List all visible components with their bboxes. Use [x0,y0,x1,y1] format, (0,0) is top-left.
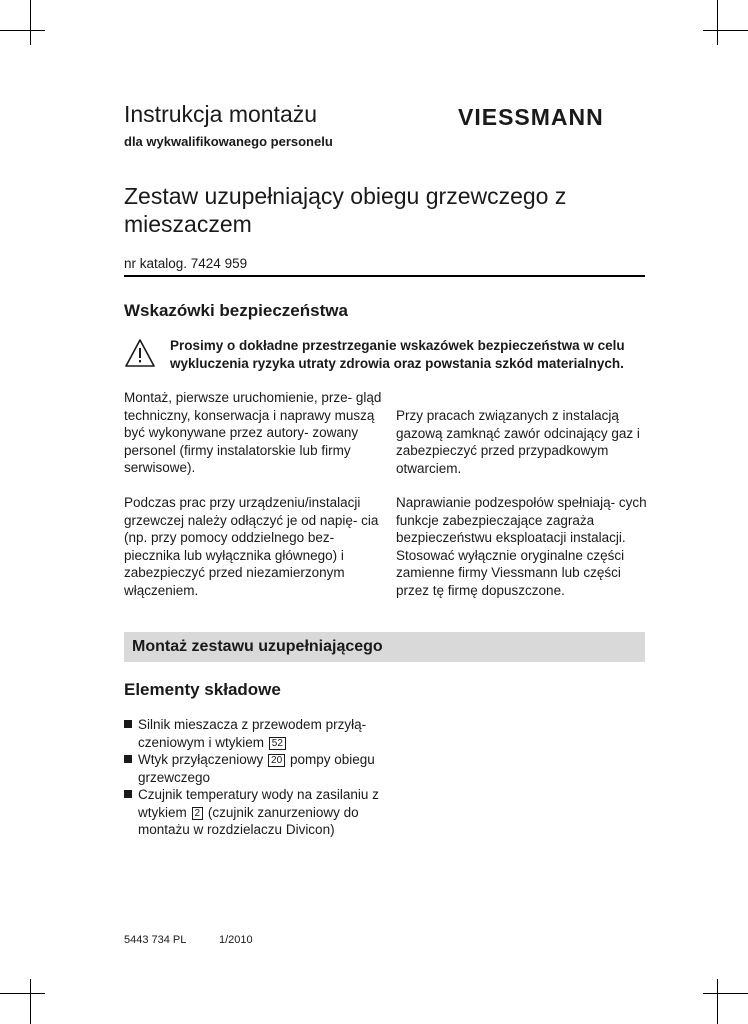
bullet-icon [124,755,132,763]
document-title: Instrukcja montażu [124,101,318,127]
document-subtitle: dla wykwalifikowanego personelu [124,134,333,149]
safety-warning: Prosimy o dokładne przestrzeganie wskazówek bezpieczeństwa w celu wykluczenia ryzyka utraty zdrowia oraz powstania szkód materialnych. [170,338,625,371]
part-number-box: 2 [192,807,204,820]
divider [124,275,645,277]
part-number-box: 52 [269,737,286,750]
components-list [124,716,394,839]
components-heading: Elementy składowe [124,680,281,699]
safety-right-paragraph-2: Naprawianie podzespołów spełniają- cych funkcje zabezpieczające zagraża bezpieczeństwu eksploatacji instalacji. Stosować wyłącznie oryginalne części zamienne firmy Viessmann lub części przez tę firmę dopuszczone. [396,495,647,598]
safety-left-paragraph-1: Montaż, pierwsze uruchomienie, prze- gląd techniczny, konserwacja i naprawy muszą być wykonywane przez autory- zowany personel (firmy instalatorskie lub firmy serwisowe). [124,390,382,475]
safety-left-paragraph-2: Podczas prac przy urządzeniu/instalacji grzewczej należy odłączyć je od napię- cia (np. przy pomocy oddzielnego bez- piecznika lub wyłącznika głównego) i zabezpieczyć przed niezamierzonym włączeniem. [124,495,379,598]
list-item: Wtyk przyłączeniowy 20 pompy obiegu grzewczego [124,751,394,786]
bullet-icon [124,720,132,728]
safety-right-paragraph-1: Przy pracach związanych z instalacją gazową zamknąć zawór odcinający gaz i zabezpieczyć przed przypadkowym otwarciem. [396,408,640,476]
document-date: 1/2010 [219,934,253,946]
safety-heading: Wskazówki bezpieczeństwa [124,301,348,320]
list-item: Czujnik temperatury wody na zasilaniu z wtykiem 2 (czujnik zanurzeniowy do montażu w rozdzielaczu Divicon) [124,786,394,839]
section-band [124,632,645,662]
list-item: Silnik mieszacza z przewodem przyłą- czeniowym i wtykiem 52 [124,716,394,751]
viessmann-logo [458,95,646,139]
warning-icon [124,338,156,368]
product-name: Zestaw uzupełniający obiegu grzewczego z mieszaczem [124,183,567,237]
section-band-title: Montaż zestawu uzupełniającego [132,638,383,655]
document-number: 5443 734 PL [124,934,187,946]
viessmann-logo-text: VIESSMANN [458,104,604,130]
catalog-number: nr katalog. 7424 959 [124,256,248,271]
part-number-box: 20 [268,754,285,767]
bullet-icon [124,790,132,798]
